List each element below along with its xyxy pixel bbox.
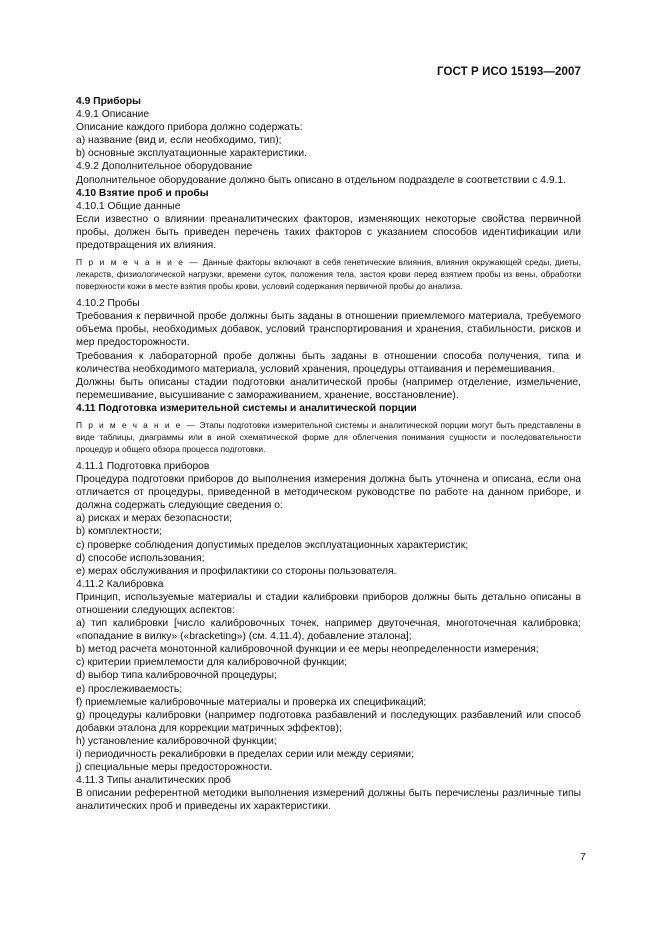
paragraph: Описание каждого прибора должно содержать: bbox=[76, 122, 303, 134]
paragraph: c) критерии приемлемости для калибровочной функции; bbox=[76, 657, 347, 669]
paragraph: 4.10.2 Пробы bbox=[76, 298, 140, 310]
note-label: П р и м е ч а н и е — bbox=[76, 257, 200, 268]
paragraph: a) тип калибровки [число калибровочных точек, например двуточечная, многоточечная калибровка; «попадание в вилку» («bracketing») (см. 4.11.4), добавление эталона]; bbox=[76, 618, 581, 643]
page-number: 7 bbox=[580, 851, 586, 863]
section-heading: 4.10 Взятие проб и пробы bbox=[76, 187, 209, 199]
paragraph: В описании референтной методики выполнения измерений должны быть перечислены различные типы аналитических проб и приведены их характеристики. bbox=[76, 788, 581, 813]
paragraph: e) мерах обслуживания и профилактики со стороны пользователя. bbox=[76, 565, 397, 577]
note bbox=[76, 419, 581, 455]
paragraph: Процедура подготовки приборов до выполнения измерения должна быть уточнена и описана, если она отличается от процедуры, приведенной в методическом руководстве по работе на данном приборе, и должна содержать следующие сведения о: bbox=[76, 474, 581, 512]
paragraph: h) установление калибровочной функции; bbox=[76, 735, 277, 747]
paragraph: Должны быть описаны стадии подготовки аналитической пробы (например отделение, измельчение, перемешивание, высушивание с замораживанием, хранение, восстановление). bbox=[76, 376, 581, 401]
paragraph: Требования к первичной пробе должны быть заданы в отношении приемлемого материала, требуемого объема пробы, необходимых добавок, условий транспортирования и хранения, стабильности, рисков и мер предосторожности. bbox=[76, 311, 581, 349]
paragraph: c) проверке соблюдения допустимых пределов эксплуатационных характеристик; bbox=[76, 539, 469, 551]
paragraph: 4.10.1 Общие данные bbox=[76, 200, 181, 212]
paragraph: e) прослеживаемость; bbox=[76, 683, 183, 695]
paragraph: 4.11.3 Типы аналитических проб bbox=[76, 775, 231, 787]
paragraph: b) комплектности; bbox=[76, 526, 162, 538]
paragraph: 4.11.1 Подготовка приборов bbox=[76, 460, 210, 472]
paragraph: g) процедуры калибровки (например подготовка разбавлений и последующих разбавлений или способ добавки эталона для коррекции матричных эффектов); bbox=[76, 709, 581, 734]
paragraph: d) выбор типа калибровочной процедуры; bbox=[76, 670, 277, 682]
note-label: П р и м е ч а н и е — bbox=[76, 419, 197, 430]
paragraph: 4.11.2 Калибровка bbox=[76, 578, 164, 590]
note bbox=[76, 256, 581, 292]
document-body bbox=[76, 95, 581, 814]
paragraph: i) периодичность рекалибровки в пределах серии или между сериями; bbox=[76, 749, 414, 761]
paragraph: Дополнительное оборудование должно быть описано в отдельном подразделе в соответствии с 4.9.1. bbox=[76, 174, 567, 186]
paragraph: 4.9.2 Дополнительное оборудование bbox=[76, 161, 253, 173]
paragraph: b) основные эксплуатационные характеристики. bbox=[76, 148, 308, 160]
note-text: Этапы подготовки измерительной системы и аналитической порции могут быть представлены в виде таблицы, диаграммы или в иной схематической форме для облегчения понимания сущности и последовательности процедур и общего обзора процесса подготовки. bbox=[76, 419, 581, 454]
paragraph: Требования к лабораторной пробе должны быть заданы в отношении способа получения, типа и количества необходимого материала, условий хранения, процедуры оттаивания и перемешивания. bbox=[76, 350, 581, 375]
paragraph: Если известно о влиянии преаналитических факторов, изменяющих некоторые свойства первичной пробы, должен быть приведен перечень таких факторов с указанием способов идентификации или предотвращения их влияния. bbox=[76, 213, 581, 252]
paragraph: 4.9.1 Описание bbox=[76, 109, 150, 121]
paragraph: j) специальные меры предосторожности. bbox=[76, 762, 273, 774]
standard-header: ГОСТ Р ИСО 15193—2007 bbox=[436, 66, 581, 78]
section-heading: 4.11 Подготовка измерительной системы и аналитической порции bbox=[76, 402, 417, 414]
section-heading: 4.9 Приборы bbox=[76, 96, 141, 107]
note-text: Данные факторы включают в себя генетические влияния, влияния окружающей среды, диеты, лекарств, физиологической нагрузки, времени суток, положения тела, застоя крови перед взятием пробы из вены, обработки поверхности кожи в месте взятия пробы крови, условий содержания первичной пробы до анализа. bbox=[76, 257, 581, 292]
paragraph: d) способе использования; bbox=[76, 552, 205, 564]
paragraph: a) рисках и мерах безопасности; bbox=[76, 513, 232, 525]
paragraph: a) название (вид и, если необходимо, тип); bbox=[76, 135, 282, 147]
paragraph: Принцип, используемые материалы и стадии калибровки приборов должны быть детально описаны в отношении следующих аспектов: bbox=[76, 591, 581, 616]
paragraph: f) приемлемые калибровочные материалы и проверка их спецификаций; bbox=[76, 696, 427, 708]
paragraph: b) метод расчета монотонной калибровочной функции и ее меры неопределенности измерения; bbox=[76, 644, 539, 656]
